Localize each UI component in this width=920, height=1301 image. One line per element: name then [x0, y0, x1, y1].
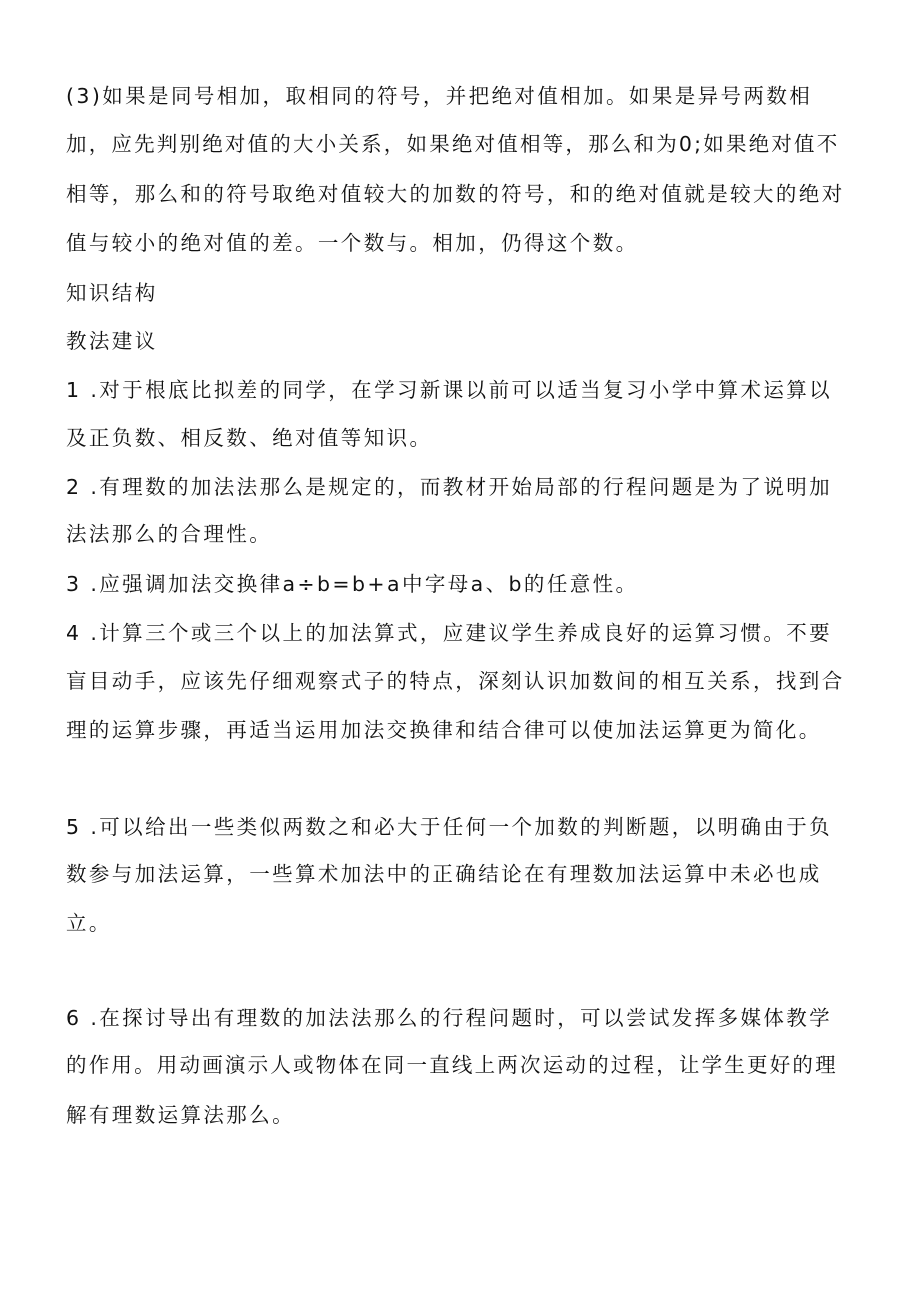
item-4-line-1: 4 .计算三个或三个以上的加法算式，应建议学生养成良好的运算习惯。不要 [66, 621, 833, 645]
item-4-line-3: 理的运算步骤，再适当运用加法交换律和结合律可以使加法运算更为简化。 [66, 718, 822, 742]
item-5-line-3: 立。 [66, 911, 112, 935]
paragraph-3-line-1: (3)如果是同号相加，取相同的符号，并把绝对值相加。如果是异号两数相 [66, 84, 813, 108]
section-heading-teaching-suggestions: 教法建议 [66, 329, 158, 353]
item-1-line-2: 及正负数、相反数、绝对值等知识。 [66, 426, 433, 450]
paragraph-3-line-3: 相等，那么和的符号取绝对值较大的加数的符号，和的绝对值就是较大的绝对 [66, 182, 845, 206]
item-4-line-2: 盲目动手，应该先仔细观察式子的特点，深刻认识加数间的相互关系，找到合 [66, 669, 845, 693]
paragraph-3-line-4: 值与较小的绝对值的差。一个数与。相加，仍得这个数。 [66, 231, 639, 255]
item-3-line-1: 3 .应强调加法交换律a÷b=b+a中字母a、b的任意性。 [66, 572, 639, 596]
item-6-line-1: 6 .在探讨导出有理数的加法法那么的行程问题时，可以尝试发挥多媒体教学 [66, 1006, 833, 1030]
paragraph-3-line-2: 加，应先判别绝对值的大小关系，如果绝对值相等，那么和为0;如果绝对值不 [66, 132, 840, 156]
item-5-line-1: 5 .可以给出一些类似两数之和必大于任何一个加数的判断题，以明确由于负 [66, 815, 833, 839]
item-6-line-2: 的作用。用动画演示人或物体在同一直线上两次运动的过程，让学生更好的理 [66, 1053, 838, 1077]
item-1-line-1: 1 .对于根底比拟差的同学，在学习新课以前可以适当复习小学中算术运算以 [66, 378, 833, 402]
item-5-line-2: 数参与加法运算，一些算术加法中的正确结论在有理数加法运算中未必也成 [66, 862, 822, 886]
item-6-line-3: 解有理数运算法那么。 [66, 1103, 295, 1127]
item-2-line-2: 法法那么的合理性。 [66, 522, 273, 546]
item-2-line-1: 2 .有理数的加法法那么是规定的，而教材开始局部的行程问题是为了说明加 [66, 475, 833, 499]
section-heading-knowledge-structure: 知识结构 [66, 281, 158, 305]
